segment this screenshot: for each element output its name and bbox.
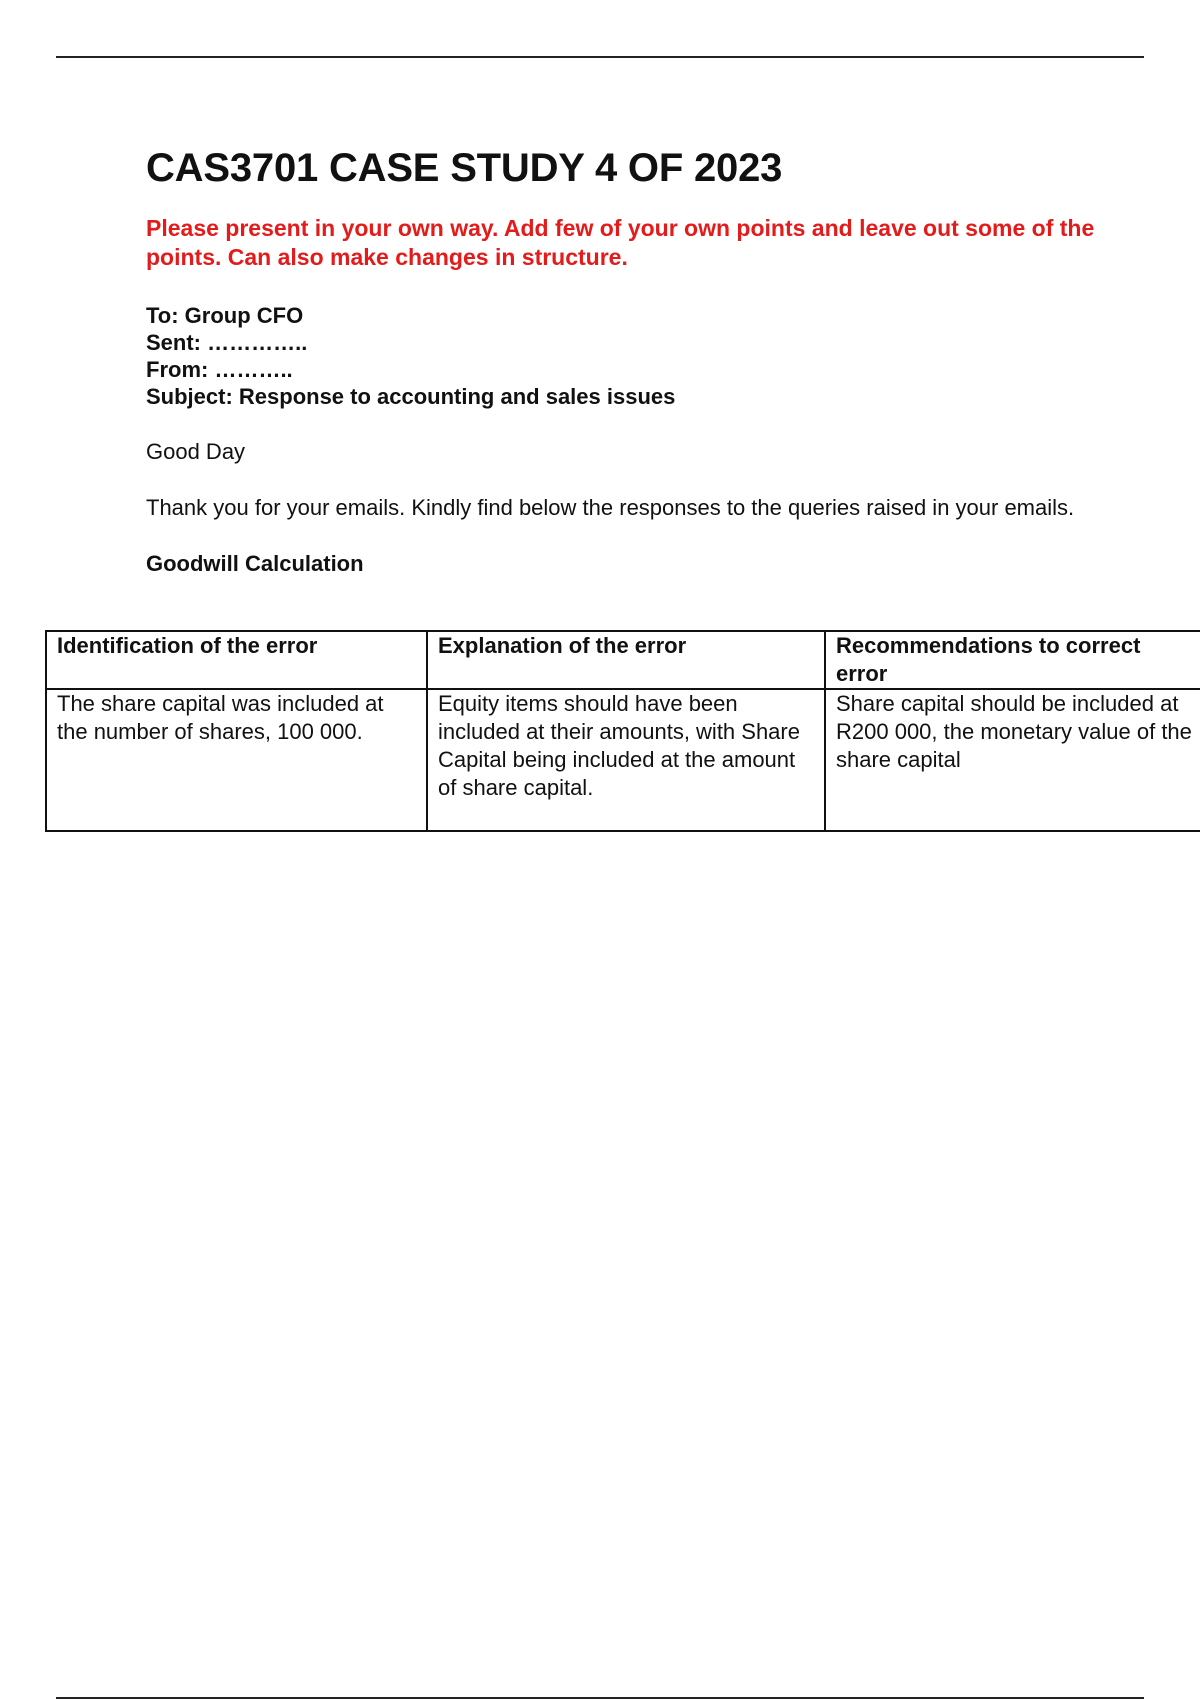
memo-from: From: ……….. xyxy=(146,357,293,382)
document-title: CAS3701 CASE STUDY 4 OF 2023 xyxy=(146,146,783,190)
document-body xyxy=(146,140,1106,578)
memo-header xyxy=(146,302,1106,410)
cell-identification: The share capital was included at the number of shares, 100 000. xyxy=(46,689,427,831)
table-header-row xyxy=(46,631,1200,689)
column-header-recommendations: Recommendations to correct error xyxy=(825,631,1200,689)
bottom-rule xyxy=(56,1697,1144,1699)
section-heading: Goodwill Calculation xyxy=(146,551,364,576)
instruction-note: Please present in your own way. Add few of your own points and leave out some of the points. Can also make changes in structure. xyxy=(146,215,1095,270)
top-rule xyxy=(56,56,1144,58)
cell-recommendation: Share capital should be included at R200 000, the monetary value of the share capital xyxy=(825,689,1200,831)
error-table xyxy=(45,630,1200,832)
memo-to: To: Group CFO xyxy=(146,303,304,328)
table-row xyxy=(46,689,1200,831)
column-header-explanation: Explanation of the error xyxy=(427,631,825,689)
column-header-identification: Identification of the error xyxy=(46,631,427,689)
memo-subject: Subject: Response to accounting and sales issues xyxy=(146,384,676,409)
cell-explanation: Equity items should have been included at their amounts, with Share Capital being included at the amount of share capital. xyxy=(427,689,825,831)
greeting: Good Day xyxy=(146,439,246,464)
intro-paragraph: Thank you for your emails. Kindly find below the responses to the queries raised in your emails. xyxy=(146,495,1075,520)
memo-sent: Sent: ………….. xyxy=(146,330,308,355)
